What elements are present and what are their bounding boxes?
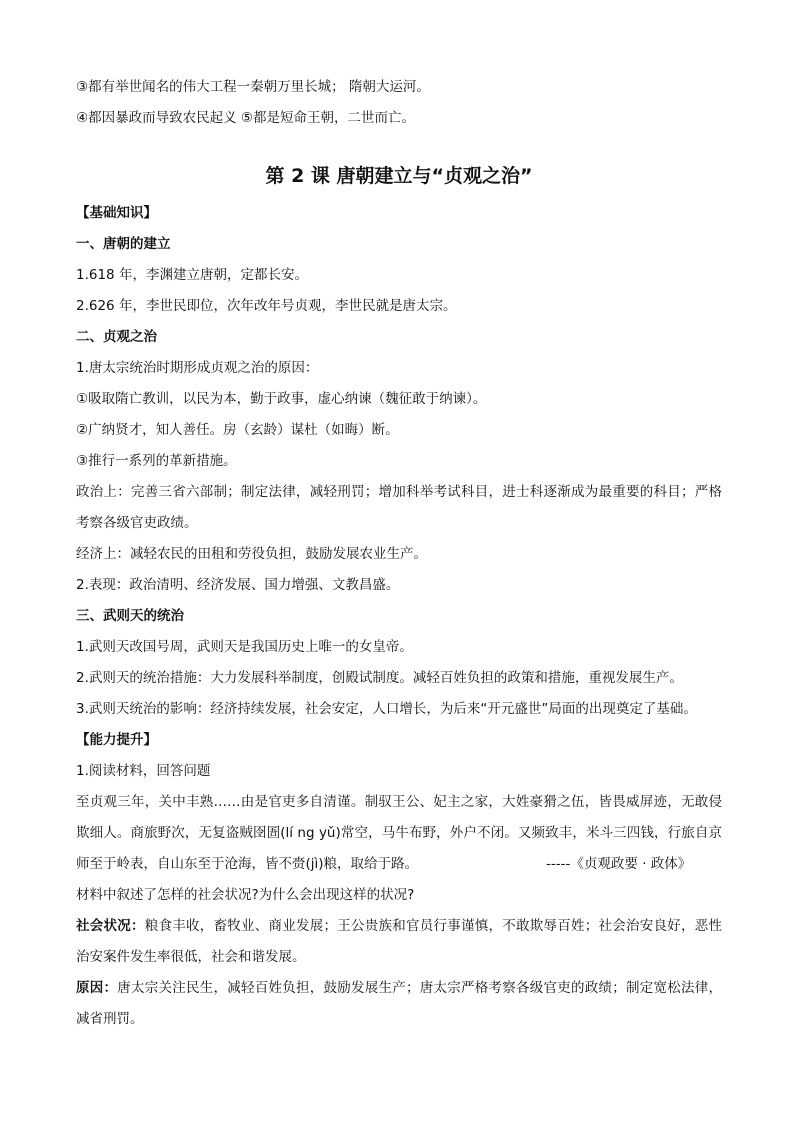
zhenguan-reason-1: ①吸取隋亡教训，以民为本，勤于政事，虚心纳谏（魏征敢于纳谏）。 <box>76 391 487 407</box>
material-source: -----《贞观政要 · 政体》 <box>546 856 692 872</box>
zhenguan-politics: 政治上：完善三省六部制；制定法律，减轻刑罚；增加科举考试科目，进士科逐渐成为最重要的科目；严格考察各级官吏政绩。 <box>76 484 722 531</box>
section-tang-founding-heading: 一、唐朝的建立 <box>76 236 171 252</box>
document-content <box>76 72 722 1035</box>
social-status-label: 社会状况： <box>76 918 145 934</box>
zhenguan-reason-3: ③推行一系列的革新措施。 <box>76 453 237 469</box>
zhenguan-reason-title: 1.唐太宗统治时期形成贞观之治的原因： <box>76 360 319 376</box>
answer-reason <box>76 973 722 1035</box>
wuzetian-item-2: 2.武则天的统治措施：大力发展科举制度，创殿试制度。减轻百姓负担的政策和措施，重视发展生产。 <box>76 670 683 686</box>
social-status-text: 粮食丰收，畜牧业、商业发展；王公贵族和官员行事谨慎，不敢欺辱百姓；社会治安良好，恶性治安案件发生率很低，社会和谐发展。 <box>76 918 722 965</box>
wuzetian-item-1: 1.武则天改国号周，武则天是我国历史上唯一的女皇帝。 <box>76 639 413 655</box>
zhenguan-economy: 经济上：减轻农民的田租和劳役负担，鼓励发展农业生产。 <box>76 546 427 562</box>
tang-founding-item-1: 1.618 年，李渊建立唐朝，定都长安。 <box>76 267 308 283</box>
question-material <box>76 787 722 880</box>
section-wuzetian-heading: 三、武则天的统治 <box>76 608 184 624</box>
reason-text: 唐太宗关注民生，减轻百姓负担，鼓励发展生产；唐太宗严格考察各级官吏的政绩；制定宽松法律，减省刑罚。 <box>76 980 722 1027</box>
tang-founding-item-2: 2.626 年，李世民即位，次年改年号贞观，李世民就是唐太宗。 <box>76 298 457 314</box>
question-prompt: 材料中叙述了怎样的社会状况?为什么会出现这样的状况? <box>76 887 415 903</box>
lesson-title: 第 2 课 唐朝建立与“贞观之治” <box>265 165 533 187</box>
summary-line-4: ④都因暴政而导致农民起义 ⑤都是短命王朝，二世而亡。 <box>76 110 415 126</box>
section-zhenguan-heading: 二、贞观之治 <box>76 329 157 345</box>
question-intro: 1.阅读材料，回答问题 <box>76 763 211 779</box>
zhenguan-reason-2: ②广纳贤才，知人善任。房（玄龄）谋杜（如晦）断。 <box>76 422 399 438</box>
zhenguan-performance: 2.表现：政治清明、经济发展、国力增强、文教昌盛。 <box>76 577 400 593</box>
ability-header: 【能力提升】 <box>76 732 157 748</box>
wuzetian-item-3: 3.武则天统治的影响：经济持续发展，社会安定，人口增长，为后来“开元盛世”局面的出现奠定了基础。 <box>76 701 697 717</box>
answer-social-status <box>76 911 722 973</box>
material-text: 至贞观三年，关中丰熟……由是官吏多自清谨。制驭王公、妃主之家，大姓豪猾之伍，皆畏威屏迹，无敢侵欺细人。商旅野次，无复盗贼囹圄(lí ng yǔ)常空，马牛布野，外户不闭。又频致丰，米斗三四钱，行旅自京师至于岭表，自山东至于沧海，皆不赍(jì)粮，取给于路。 <box>76 794 722 872</box>
summary-line-3: ③都有举世闻名的伟大工程一秦朝万里长城； 隋朝大运河。 <box>76 79 430 95</box>
basic-knowledge-header: 【基础知识】 <box>76 205 157 221</box>
reason-label: 原因： <box>76 980 118 996</box>
